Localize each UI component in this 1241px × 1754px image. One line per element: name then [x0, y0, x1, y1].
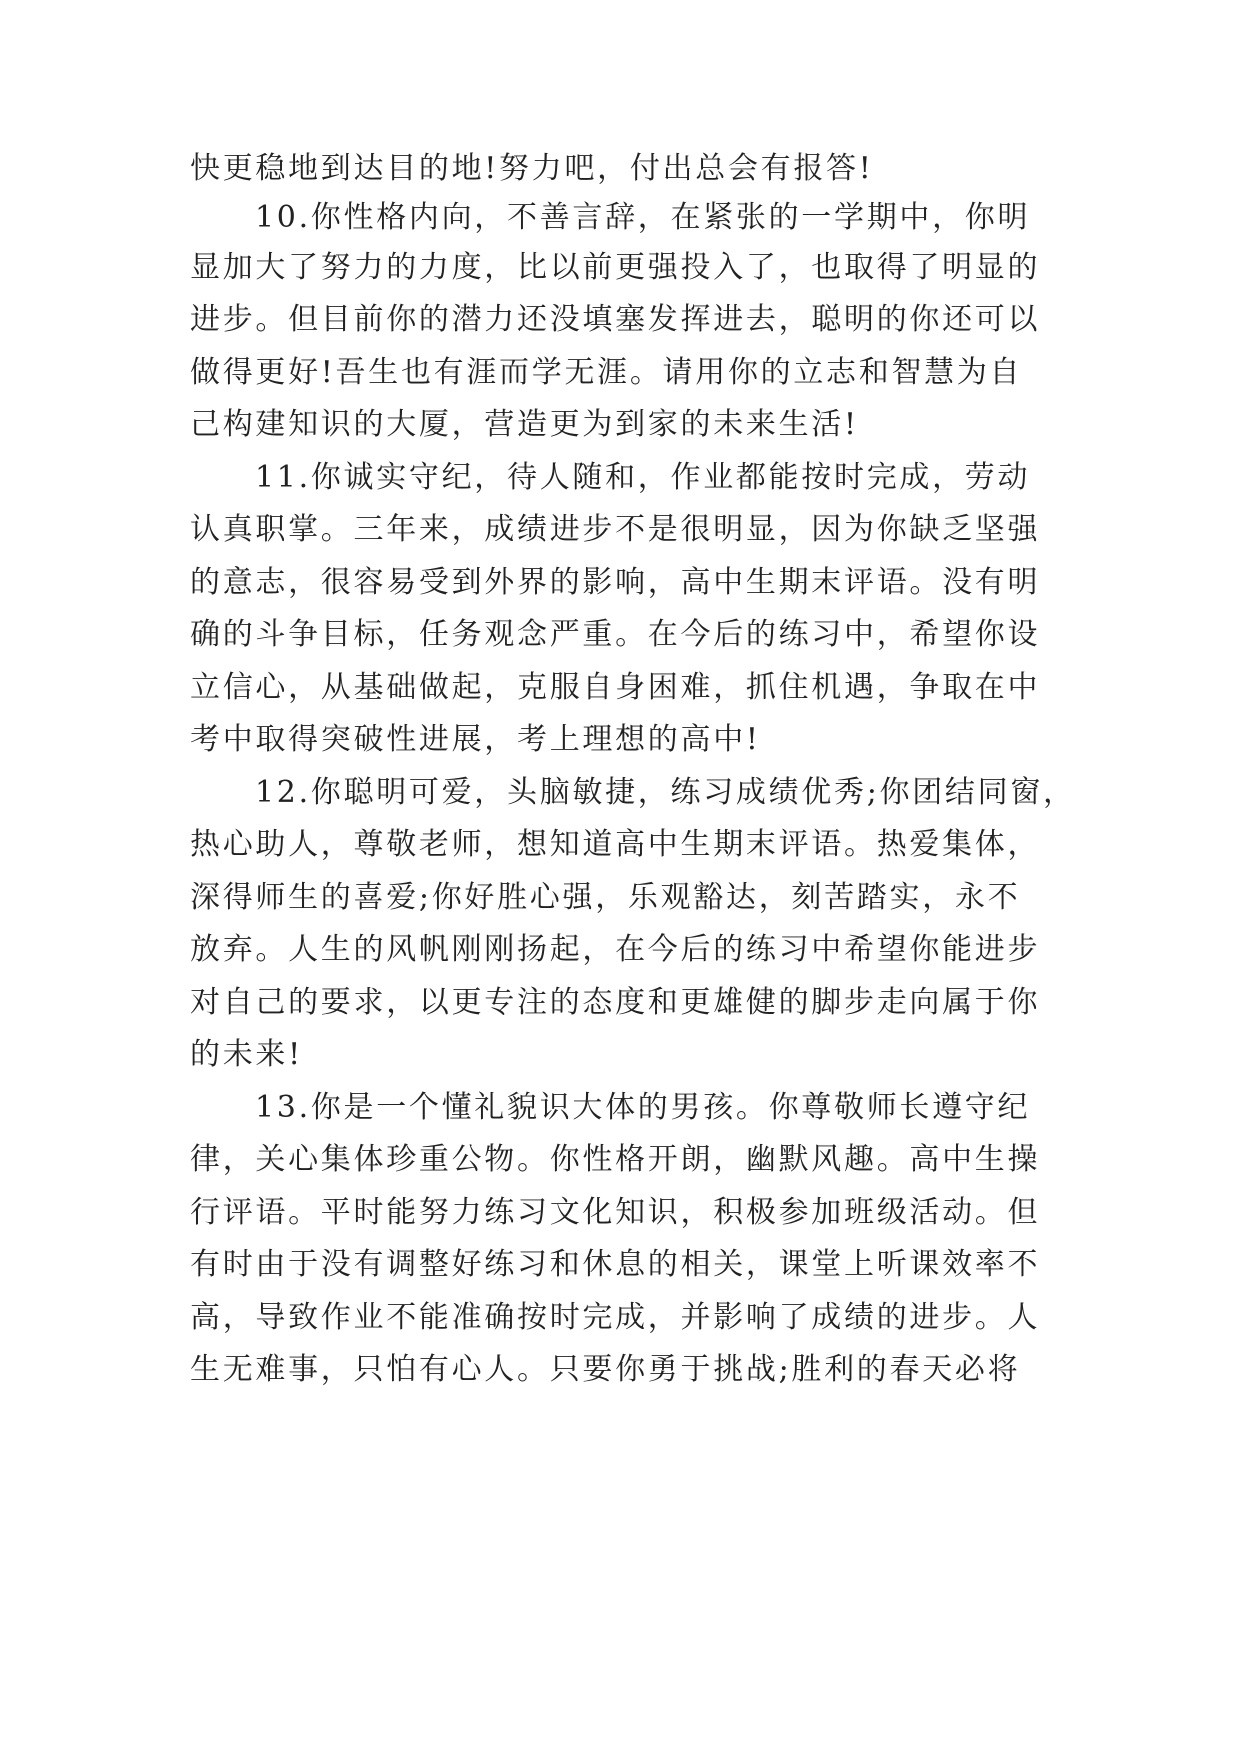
text-line: 确的斗争目标，任务观念严重。在今后的练习中，希望你设 — [190, 617, 1041, 652]
text-line: 放弃。人生的风帆刚刚扬起，在今后的练习中希望你能进步 — [190, 932, 1041, 967]
paragraph-11-first-line: 11.你诚实守纪，待人随和，作业都能按时完成，劳动 — [255, 460, 1031, 495]
paragraph-12-first-line: 12.你聪明可爱，头脑敏捷，练习成绩优秀;你团结同窗， — [255, 775, 1076, 810]
text-line: 的未来! — [190, 1037, 303, 1072]
paragraph-10-first-line: 10.你性格内向，不善言辞，在紧张的一学期中，你明 — [255, 200, 1031, 235]
text-line: 高，导致作业不能准确按时完成，并影响了成绩的进步。人 — [190, 1300, 1041, 1335]
text-line: 认真职掌。三年来，成绩进步不是很明显，因为你缺乏坚强 — [190, 512, 1041, 547]
text-line: 立信心，从基础做起，克服自身困难，抓住机遇，争取在中 — [190, 670, 1041, 705]
text-line: 进步。但目前你的潜力还没填塞发挥进去，聪明的你还可以 — [190, 302, 1041, 337]
text-line: 的意志，很容易受到外界的影响，高中生期末评语。没有明 — [190, 565, 1041, 600]
text-line: 己构建知识的大厦，营造更为到家的未来生活! — [190, 407, 859, 442]
text-line: 生无难事，只怕有心人。只要你勇于挑战;胜利的春天必将 — [190, 1352, 1021, 1387]
text-line: 热心助人，尊敬老师，想知道高中生期末评语。热爱集体， — [190, 827, 1041, 862]
text-line: 律，关心集体珍重公物。你性格开朗，幽默风趣。高中生操 — [190, 1142, 1041, 1177]
text-line: 行评语。平时能努力练习文化知识，积极参加班级活动。但 — [190, 1195, 1041, 1230]
text-line: 对自己的要求，以更专注的态度和更雄健的脚步走向属于你 — [190, 985, 1041, 1020]
text-line: 考中取得突破性进展，考上理想的高中! — [190, 722, 761, 757]
text-line: 深得师生的喜爱;你好胜心强，乐观豁达，刻苦踏实，永不 — [190, 880, 1021, 915]
text-line: 快更稳地到达目的地!努力吧，付出总会有报答! — [190, 151, 874, 186]
text-line: 做得更好!吾生也有涯而学无涯。请用你的立志和智慧为自 — [190, 355, 1023, 390]
paragraph-13-first-line: 13.你是一个懂礼貌识大体的男孩。你尊敬师长遵守纪 — [255, 1090, 1031, 1125]
text-line: 显加大了努力的力度，比以前更强投入了，也取得了明显的 — [190, 250, 1041, 285]
text-line: 有时由于没有调整好练习和休息的相关，课堂上听课效率不 — [190, 1247, 1041, 1282]
